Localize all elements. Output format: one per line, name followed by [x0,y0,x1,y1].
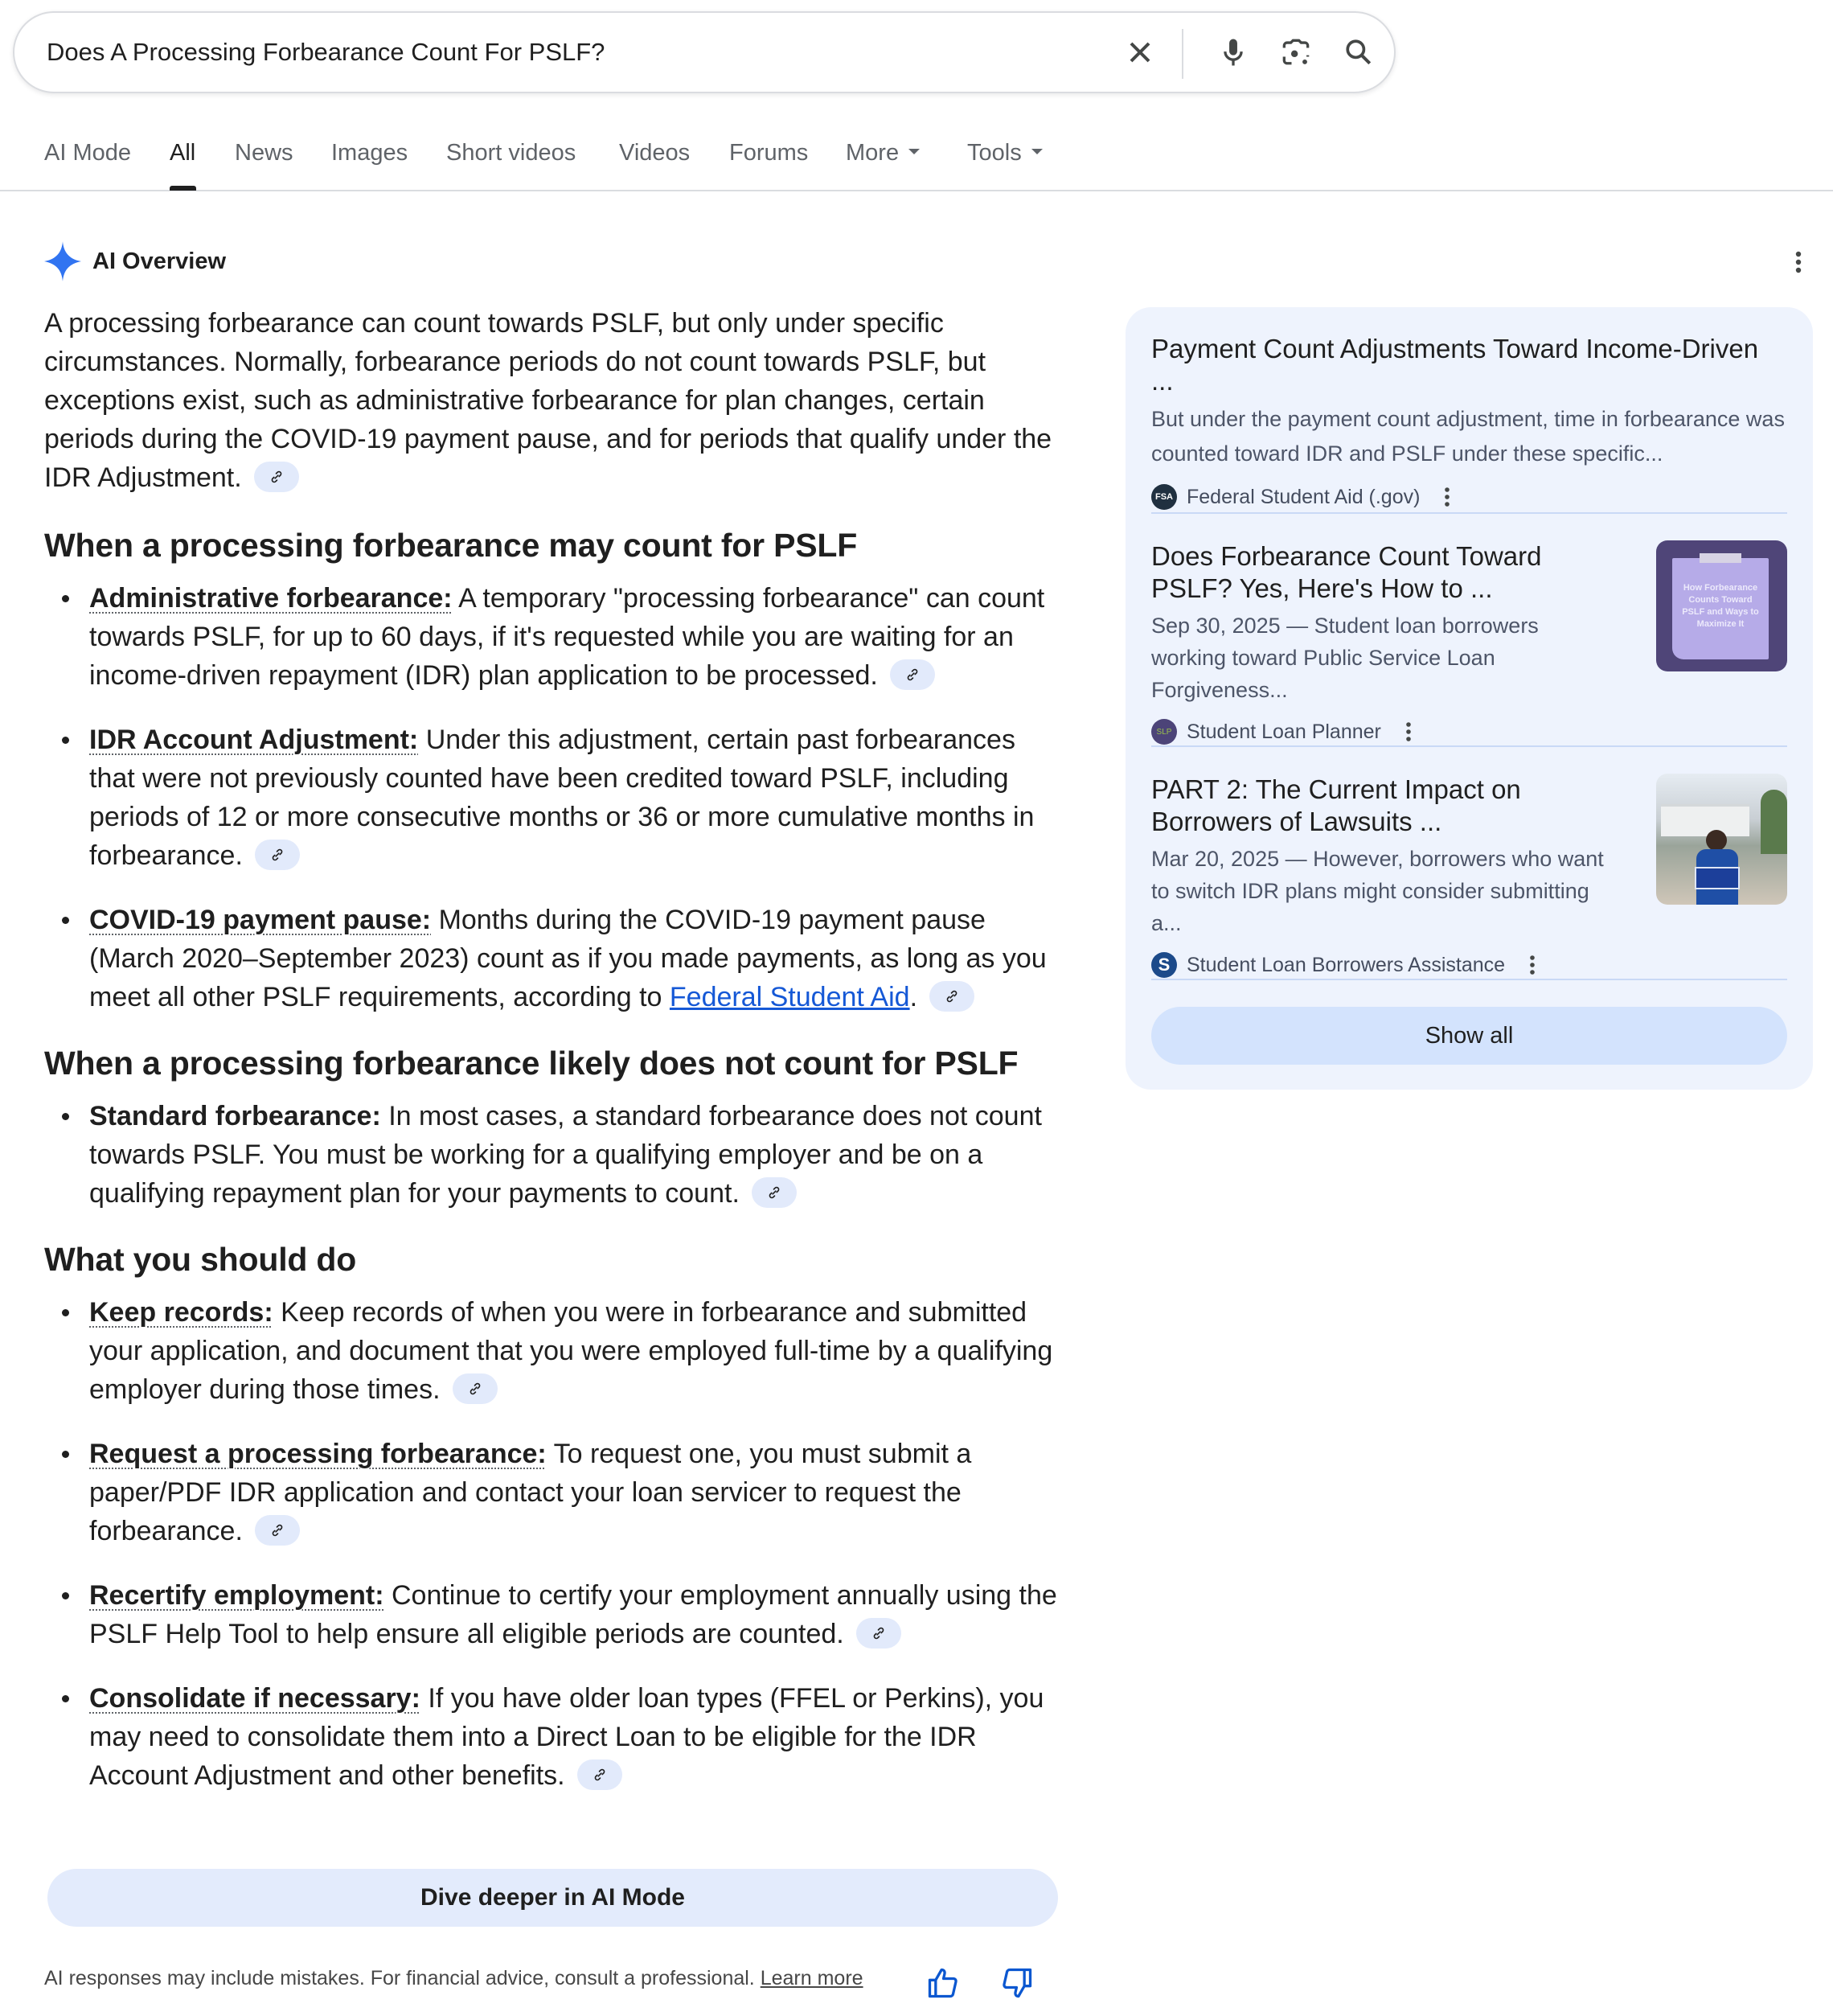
thumbs-down-icon[interactable] [999,1965,1035,2001]
citation-link-chip[interactable] [890,659,935,690]
intro-paragraph [44,304,1061,497]
intro-text: A processing forbearance can count towards PSLF, but only under specific circumstances. Normally, forbearance periods do not count towards PSLF, but exceptions exist, such as administrative forbearance for plan changes, certain periods during the COVID-19 payment pause, and for periods that qualify under the IDR Adjustment. [44,308,1052,493]
tab-tools[interactable] [967,140,1043,166]
item-text: In most cases, a standard forbearance does not count towards PSLF. You must be working for a qualifying employer and be on a qualifying repayment plan for your payments to count. [89,1101,1042,1209]
list-item [44,1435,1061,1550]
disclaimer-text: AI responses may include mistakes. For financial advice, consult a professional. [44,1967,755,1989]
tab-label: Videos [619,140,691,166]
source-thumbnail[interactable] [1656,774,1787,905]
item-text: Months during the COVID-19 payment pause (March 2020–September 2023) count as if you made payments, as long as you meet all other PSLF requirements, according to [89,905,1047,1012]
card-divider [1151,512,1787,514]
section-heading: When a processing forbearance likely does not count for PSLF [44,1045,1019,1082]
source-card[interactable] [1151,333,1787,513]
tab-all[interactable] [170,140,195,166]
term-covid-payment-pause[interactable]: COVID-19 payment pause: [89,905,432,935]
list-item [44,1679,1061,1795]
tab-news[interactable] [235,140,293,166]
term-idr-account-adjustment[interactable]: IDR Account Adjustment: [89,725,419,755]
citation-link-chip[interactable] [255,1515,300,1546]
source-attribution [1151,949,1618,981]
link-icon [943,987,961,1005]
dive-deeper-button[interactable] [47,1869,1058,1927]
link-icon [904,666,921,684]
tab-ai-mode[interactable] [44,140,131,166]
list-item [44,721,1061,875]
list-item [44,579,1061,695]
source-card-title[interactable]: Payment Count Adjustments Toward Income-Driven ... [1151,334,1759,396]
item-text: If you have older loan types (FFEL or Perkins), you may need to consolidate them into a Direct Loan to be eligible for the IDR Account Adjustment and other benefits. [89,1683,1044,1791]
source-name: Student Loan Borrowers Assistance [1187,953,1506,976]
more-options-icon[interactable] [1528,953,1537,977]
source-card-snippet: Mar 20, 2025 — However, borrowers who want to switch IDR plans might consider submitting a... [1151,847,1604,935]
tab-label: Images [331,140,408,166]
link-icon [765,1184,783,1201]
dive-deeper-label: Dive deeper in AI Mode [420,1884,685,1911]
link-icon [269,1521,286,1539]
term-request-processing-forbearance[interactable]: Request a processing forbearance: [89,1439,547,1469]
caret-down-icon [1031,149,1043,154]
show-all-button[interactable]: Show all [1151,1007,1787,1065]
search-box[interactable] [13,11,1396,93]
sparkle-icon [44,241,81,281]
section-heading: What you should do [44,1241,357,1278]
list-item [44,1576,1061,1653]
tab-images[interactable] [331,140,408,166]
tab-label: Tools [967,140,1022,166]
card-divider [1151,979,1787,980]
source-card-snippet: But under the payment count adjustment, time in forbearance was counted toward IDR and PSLF under these specific... [1151,407,1785,466]
tab-label: More [846,140,900,166]
search-tabs [0,129,1833,191]
bullet-list [44,1293,1061,1795]
citation-link-chip[interactable] [453,1373,498,1404]
fsa-favicon-icon: FSA [1151,484,1177,510]
citation-link-chip[interactable] [929,981,974,1012]
section-heading: When a processing forbearance may count for PSLF [44,527,858,564]
microphone-icon[interactable] [1216,35,1251,70]
tab-forums[interactable] [729,140,808,166]
thumbnail-caption: How Forbearance Counts Toward PSLF and Ways to Maximize It [1682,583,1759,629]
term-standard-forbearance: Standard forbearance: [89,1101,381,1131]
ai-overview-label: AI Overview [92,248,227,274]
citation-link-chip[interactable] [856,1618,901,1649]
term-recertify-employment[interactable]: Recertify employment: [89,1580,384,1611]
item-text: Under this adjustment, certain past forbearances that were not previously counted have been credited toward PSLF, including periods of 12 or more consecutive months or 36 or more cumulative months in forbearance. [89,725,1035,871]
link-icon [269,846,286,864]
citation-link-chip[interactable] [254,462,299,492]
tab-short-videos[interactable] [446,140,576,166]
thumbs-up-icon[interactable] [925,1965,961,2001]
item-text: To request one, you must submit a paper/PDF IDR application and contact your loan servicer to request the forbearance. [89,1439,972,1546]
link-icon [591,1766,609,1784]
bullet-list [44,579,1061,1016]
tab-label: All [170,140,196,166]
list-item [44,1293,1061,1409]
learn-more-link[interactable]: Learn more [760,1967,863,1989]
tab-more[interactable] [846,140,920,166]
citation-link-chip[interactable] [255,840,300,870]
more-options-icon[interactable] [1786,246,1810,278]
card-divider [1151,745,1787,747]
item-text: A temporary "processing forbearance" can count towards PSLF, for up to 60 days, if it's requested while you are waiting for an income-driven repayment (IDR) plan application to be processed. [89,583,1045,691]
source-attribution [1151,716,1618,748]
ai-overview-content [44,304,1061,1795]
tab-label: Forums [729,140,809,166]
source-card[interactable] [1151,540,1618,748]
item-text: Continue to certify your employment annually using the PSLF Help Tool to help ensure all eligible periods are counted. [89,1580,1057,1649]
bullet-list [44,1097,1061,1213]
lens-icon[interactable] [1278,35,1314,70]
item-text: Keep records of when you were in forbearance and submitted your application, and document that you were employed full-time by a qualifying employer during those times. [89,1297,1053,1405]
list-item [44,901,1061,1016]
link-icon [466,1380,484,1398]
close-icon[interactable] [1122,35,1158,70]
more-options-icon[interactable] [1442,485,1452,509]
source-thumbnail[interactable] [1656,540,1787,671]
link-icon [870,1624,888,1642]
term-keep-records[interactable]: Keep records: [89,1297,273,1328]
source-card-snippet: Sep 30, 2025 — Student loan borrowers working toward Public Service Loan Forgiveness... [1151,614,1539,702]
ai-overview-header [44,240,226,283]
citation-link-chip[interactable] [752,1177,797,1208]
tab-label: News [235,140,293,166]
search-input[interactable]: Does A Processing Forbearance Count For PSLF? [47,38,605,66]
federal-student-aid-link[interactable]: Federal Student Aid [669,982,910,1012]
link-icon [268,468,285,486]
citation-link-chip[interactable] [577,1759,622,1790]
source-card[interactable] [1151,774,1618,981]
tab-label: AI Mode [44,140,131,166]
caret-down-icon [908,149,920,154]
source-attribution [1151,481,1787,513]
tab-label: Short videos [446,140,576,166]
sources-panel [1126,307,1813,1090]
active-tab-indicator [170,186,196,191]
source-card-title[interactable]: Does Forbearance Count Toward PSLF? Yes, Here's How to ... [1151,541,1542,603]
search-divider [1182,29,1183,79]
more-options-icon[interactable] [1404,720,1413,744]
source-card-title[interactable]: PART 2: The Current Impact on Borrowers of Lawsuits ... [1151,774,1521,836]
source-name: Federal Student Aid (.gov) [1187,485,1421,508]
tab-videos[interactable] [619,140,690,166]
source-name: Student Loan Planner [1187,720,1381,743]
slba-favicon-icon: S [1151,952,1177,978]
slp-favicon-icon: SLP [1151,719,1177,745]
search-icon[interactable] [1341,35,1376,70]
term-administrative-forbearance[interactable]: Administrative forbearance: [89,583,453,614]
list-item [44,1097,1061,1213]
term-consolidate-if-necessary[interactable]: Consolidate if necessary: [89,1683,420,1714]
item-text: . [909,982,918,1012]
disclaimer [44,1967,863,1990]
